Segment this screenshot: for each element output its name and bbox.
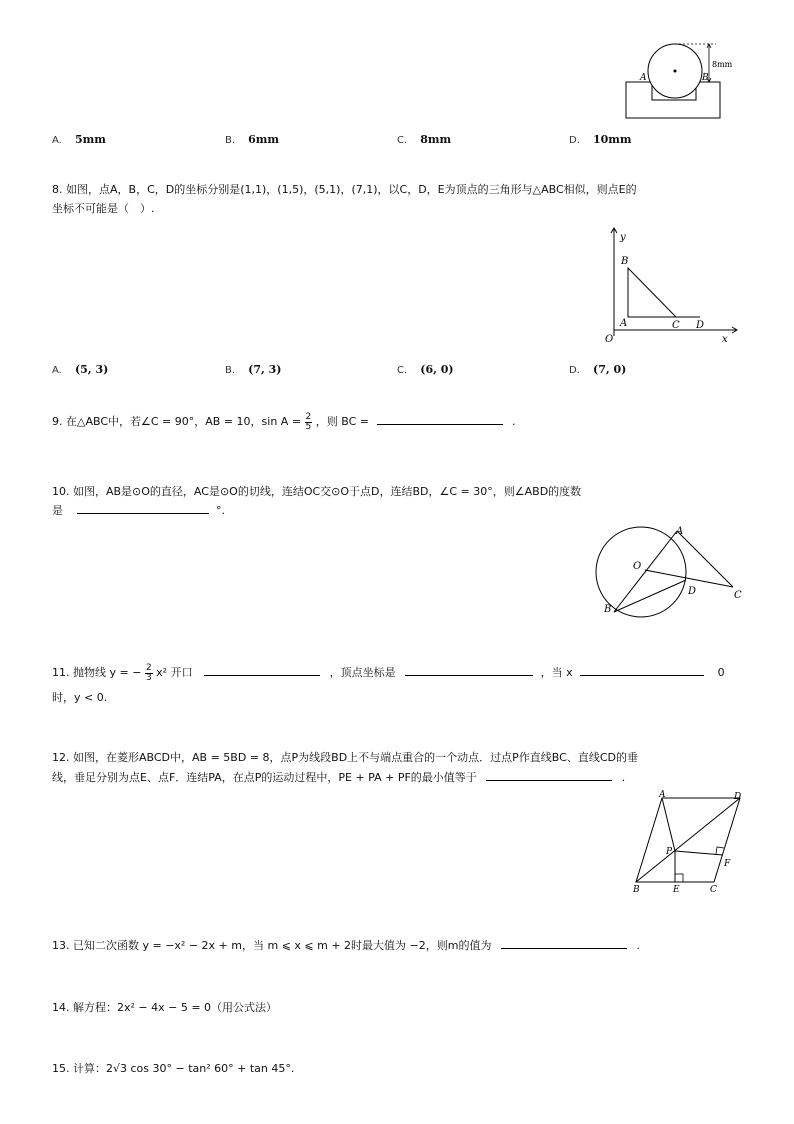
q9-fraction: $\frac{2}{5}$ [305,411,312,432]
q9-question [52,412,516,432]
option-letter: C. [397,135,408,146]
svg-text:B: B [604,604,612,615]
svg-text:x: x [722,334,728,345]
svg-text:B: B [633,885,640,895]
svg-text:B: B [621,256,629,267]
option-letter: D. [569,365,580,376]
option-letter: C. [397,365,408,376]
q12-figure [628,790,748,895]
q7-option-a[interactable] [52,128,106,147]
option-value: 5mm [74,133,106,146]
answer-blank-opening[interactable] [204,663,320,676]
q8-option-d[interactable] [569,358,626,377]
option-value: (6, 0) [420,363,454,376]
q8-option-a[interactable] [52,358,108,377]
answer-blank[interactable] [501,936,627,949]
q11-vertex: ，顶点坐标是 [329,666,396,679]
q10-line1: 10. 如图，AB是⊙O的直径，AC是⊙O的切线，连结OC交⊙O于点D，连结BD，∠C = 30°，则∠ABD的度数 [52,485,582,498]
option-value: (7, 0) [592,363,627,376]
q13-line [52,936,640,954]
option-value: 10mm [592,133,632,146]
svg-text:C: C [672,320,680,331]
option-value: 8mm [420,133,452,146]
answer-blank[interactable] [486,768,612,781]
q11-line1 [52,663,725,683]
option-letter: A. [52,135,62,146]
dim-label: 8mm [712,60,733,69]
option-letter: A. [52,365,62,376]
answer-blank-vertex[interactable] [405,663,533,676]
svg-text:D: D [688,586,697,597]
q9-suffix: . [512,415,516,428]
svg-text:D: D [696,320,705,331]
q10-prefix: 是 [52,504,63,517]
q10-figure [592,520,752,620]
q14-line: 14. 解方程：2x² − 4x − 5 = 0（用公式法） [52,1001,278,1014]
svg-text:P: P [666,847,673,857]
q8-line2: 坐标不可能是（ ）. [52,202,155,215]
q7-option-b[interactable] [225,128,279,147]
option-letter: B. [225,365,236,376]
svg-text:O: O [605,334,614,345]
option-value: 6mm [248,133,280,146]
q7-option-d[interactable] [569,128,632,147]
q10-suffix: °. [216,504,225,517]
q13-suffix: . [636,939,640,952]
q9-prefix: 9. 在△ABC中，若∠C = 90°，AB = 10，sin A = [52,415,302,428]
label-b: B [702,73,709,83]
q15-line: 15. 计算：2√3 cos 30° − tan² 60° + tan 45°. [52,1062,295,1075]
svg-text:D: D [734,792,742,802]
svg-text:C: C [710,885,717,895]
q11-when: ，当 x [540,666,573,679]
label-a: A [640,73,647,83]
q8-option-c[interactable] [397,358,454,377]
svg-text:A: A [676,526,684,537]
q12-line1: 12. 如图，在菱形ABCD中，AB = 5BD = 8，点P为线段BD上不与端点重合的一个动点．过点P作直线BC、直线CD的垂 [52,751,638,764]
svg-text:F: F [724,859,731,869]
svg-text:C: C [734,590,742,601]
q11-zero: 0 [717,666,725,679]
q8-option-b[interactable] [225,358,282,377]
q10-line2 [52,501,225,519]
q11-fraction: $\frac{2}{3}$ [145,662,152,683]
q12-suffix: . [621,771,626,784]
answer-blank-range[interactable] [580,663,704,676]
option-value: (5, 3) [74,363,109,376]
q7-option-c[interactable] [397,128,451,147]
q13-text: 13. 已知二次函数 y = −x² − 2x + m，当 m ⩽ x ⩽ m + 2时最大值为 −2，则m的值为 [52,939,492,952]
svg-text:A: A [659,790,666,800]
answer-blank[interactable] [77,501,209,514]
q7-figure [620,40,740,122]
q12-text: 线，垂足分别为点E、点F．连结PA，在点P的运动过程中，PE + PA + PF的最小值等于 [52,771,477,784]
option-value: (7, 3) [248,363,282,376]
svg-text:A: A [620,318,628,329]
option-letter: B. [225,135,236,146]
option-letter: D. [569,135,580,146]
answer-blank[interactable] [377,412,503,425]
q11-after-frac: x² 开口 [156,666,193,679]
q12-line2 [52,768,625,786]
q11-prefix: 11. 抛物线 y = − [52,666,142,679]
svg-text:E: E [673,885,680,895]
q9-mid: ，则 BC = [315,415,370,428]
q8-line1: 8. 如图，点A，B，C，D的坐标分别是(1,1)，(1,5)，(5,1)，(7,1)，以C，D，E为顶点的三角形与△ABC相似，则点E的 [52,183,637,196]
q8-figure [592,224,742,346]
q11-line2: 时，y < 0. [52,691,108,704]
svg-text:O: O [633,561,642,572]
svg-text:y: y [620,232,626,243]
